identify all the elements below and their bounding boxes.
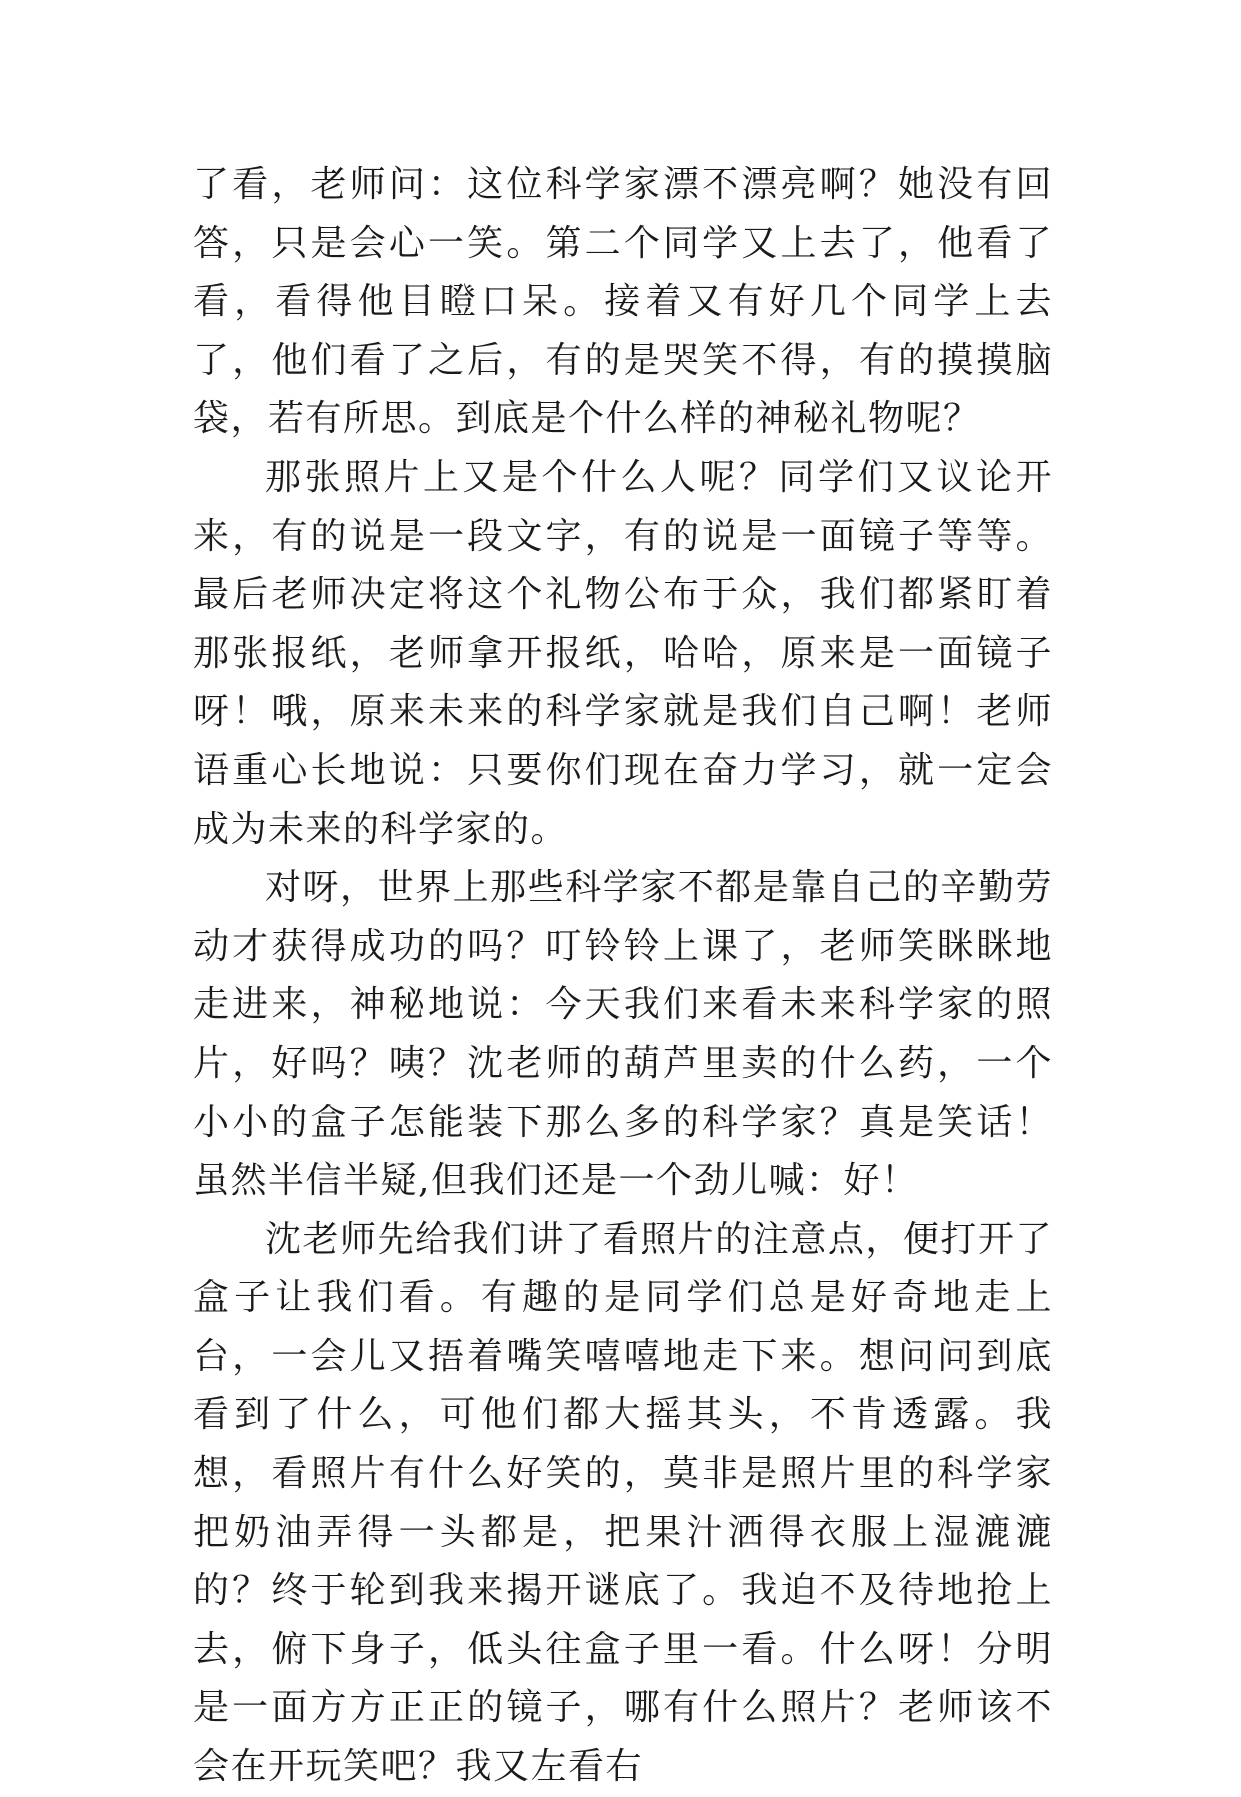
paragraph: 沈老师先给我们讲了看照片的注意点，便打开了盒子让我们看。有趣的是同学们总是好奇地走上台，一会儿又捂着嘴笑嘻嘻地走下来。想问问到底看到了什么，可他们都大摇其头，不肯透露。我想，看照片有什么好笑的，莫非是照片里的科学家把奶油弄得一头都是，把果汁洒得衣服上湿漉漉的？终于轮到我来揭开谜底了。我迫不及待地抢上去，俯下身子，低头往盒子里一看。什么呀！分明是一面方方正正的镜子，哪有什么照片？老师该不会在开玩笑吧？我又左看右	[193, 1218, 1053, 1788]
paragraph: 那张照片上又是个什么人呢？同学们又议论开来，有的说是一段文字，有的说是一面镜子等等。最后老师决定将这个礼物公布于众，我们都紧盯着那张报纸，老师拿开报纸，哈哈，原来是一面镜子呀！哦，原来未来的科学家就是我们自己啊！老师语重心长地说：只要你们现在奋力学习，就一定会成为未来的科学家的。	[193, 456, 1053, 850]
document-body	[193, 156, 1053, 1797]
paragraph: 了看，老师问：这位科学家漂不漂亮啊？她没有回答，只是会心一笑。第二个同学又上去了，他看了看，看得他目瞪口呆。接着又有好几个同学上去了，他们看了之后，有的是哭笑不得，有的摸摸脑袋，若有所思。到底是个什么样的神秘礼物呢？	[193, 164, 1053, 440]
paragraph: 对呀，世界上那些科学家不都是靠自己的辛勤劳动才获得成功的吗？叮铃铃上课了，老师笑眯眯地走进来，神秘地说：今天我们来看未来科学家的照片，好吗？咦？沈老师的葫芦里卖的什么药，一个小小的盒子怎能装下那么多的科学家？真是笑话！虽然半信半疑,但我们还是一个劲儿喊：好！	[193, 867, 1053, 1202]
